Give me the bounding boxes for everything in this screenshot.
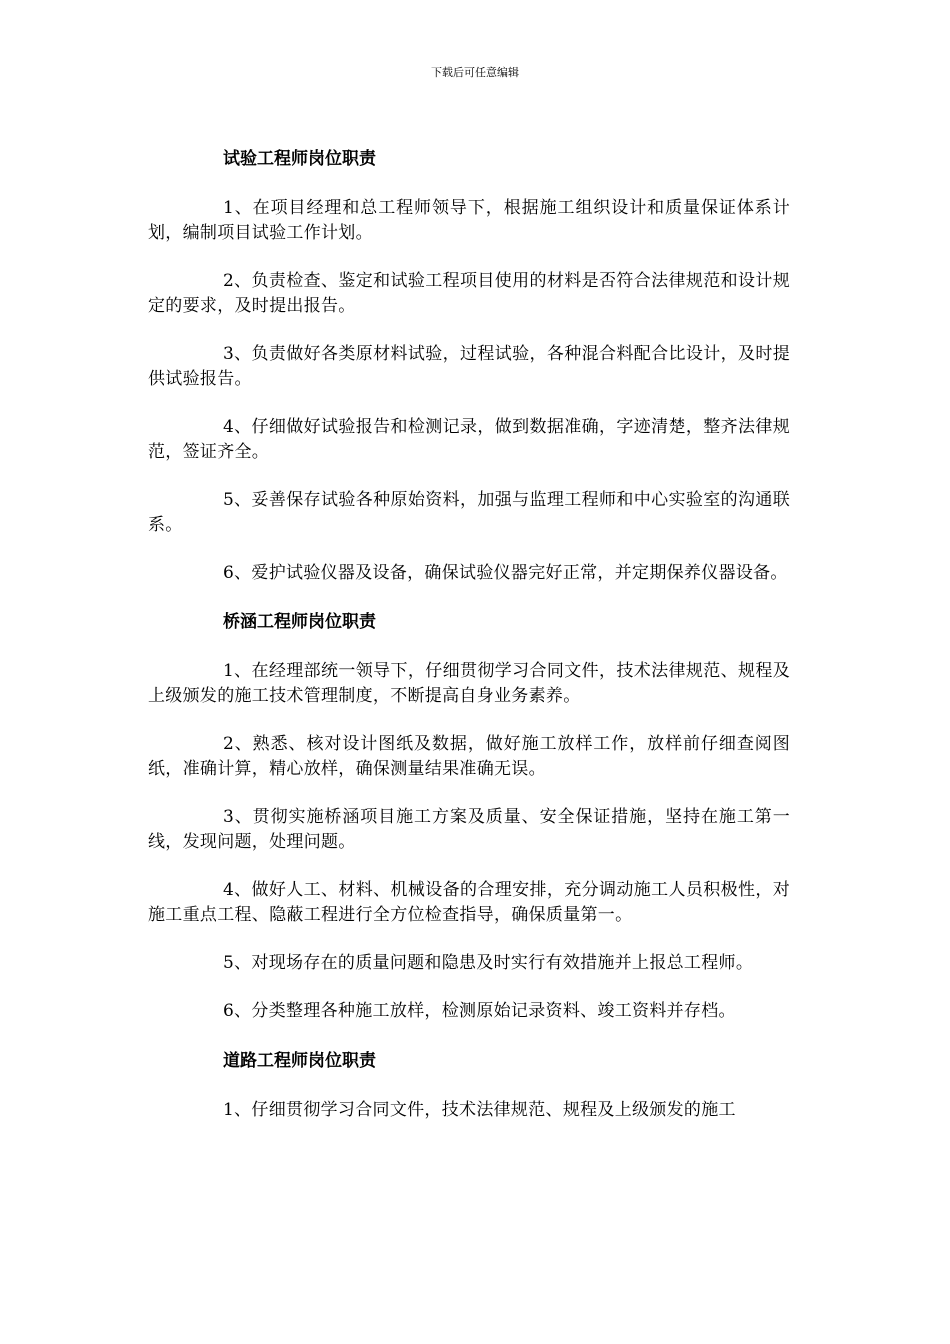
duty-paragraph: 2、负责检查、鉴定和试验工程项目使用的材料是否符合法律规范和设计规定的要求，及时提出报告。 (148, 271, 790, 316)
duty-paragraph: 1、仔细贯彻学习合同文件，技术法律规范、规程及上级颁发的施工 (223, 1100, 736, 1120)
duty-paragraph: 4、仔细做好试验报告和检测记录，做到数据准确，字迹清楚，整齐法律规范，签证齐全。 (148, 417, 790, 462)
duty-paragraph: 3、贯彻实施桥涵项目施工方案及质量、安全保证措施，坚持在施工第一线，发现问题，处理问题。 (148, 807, 790, 852)
document-body (148, 146, 790, 1146)
duty-paragraph: 6、爱护试验仪器及设备，确保试验仪器完好正常，并定期保养仪器设备。 (223, 563, 788, 583)
section-heading: 试验工程师岗位职责 (223, 149, 376, 169)
duty-paragraph: 5、妥善保存试验各种原始资料，加强与监理工程师和中心实验室的沟通联系。 (148, 490, 790, 535)
duty-paragraph: 2、熟悉、核对设计图纸及数据，做好施工放样工作，放样前仔细查阅图纸，准确计算，精心放样，确保测量结果准确无误。 (148, 734, 790, 779)
duty-paragraph: 3、负责做好各类原材料试验，过程试验，各种混合料配合比设计，及时提供试验报告。 (148, 344, 790, 389)
duty-paragraph: 6、分类整理各种施工放样，检测原始记录资料、竣工资料并存档。 (223, 1001, 736, 1021)
duty-paragraph: 1、在项目经理和总工程师领导下，根据施工组织设计和质量保证体系计划，编制项目试验工作计划。 (148, 198, 790, 243)
duty-paragraph: 4、做好人工、材料、机械设备的合理安排，充分调动施工人员积极性，对施工重点工程、隐蔽工程进行全方位检查指导，确保质量第一。 (148, 880, 790, 925)
duty-paragraph: 5、对现场存在的质量问题和隐患及时实行有效措施并上报总工程师。 (223, 953, 754, 973)
page-header-note: 下载后可任意编辑 (431, 66, 519, 79)
section-test-engineer (148, 146, 790, 586)
section-road-engineer (148, 1048, 790, 1123)
section-heading: 桥涵工程师岗位职责 (223, 612, 376, 632)
section-heading: 道路工程师岗位职责 (223, 1051, 376, 1071)
section-bridge-engineer (148, 609, 790, 1024)
duty-paragraph: 1、在经理部统一领导下，仔细贯彻学习合同文件，技术法律规范、规程及上级颁发的施工技术管理制度，不断提高自身业务素养。 (148, 661, 790, 706)
